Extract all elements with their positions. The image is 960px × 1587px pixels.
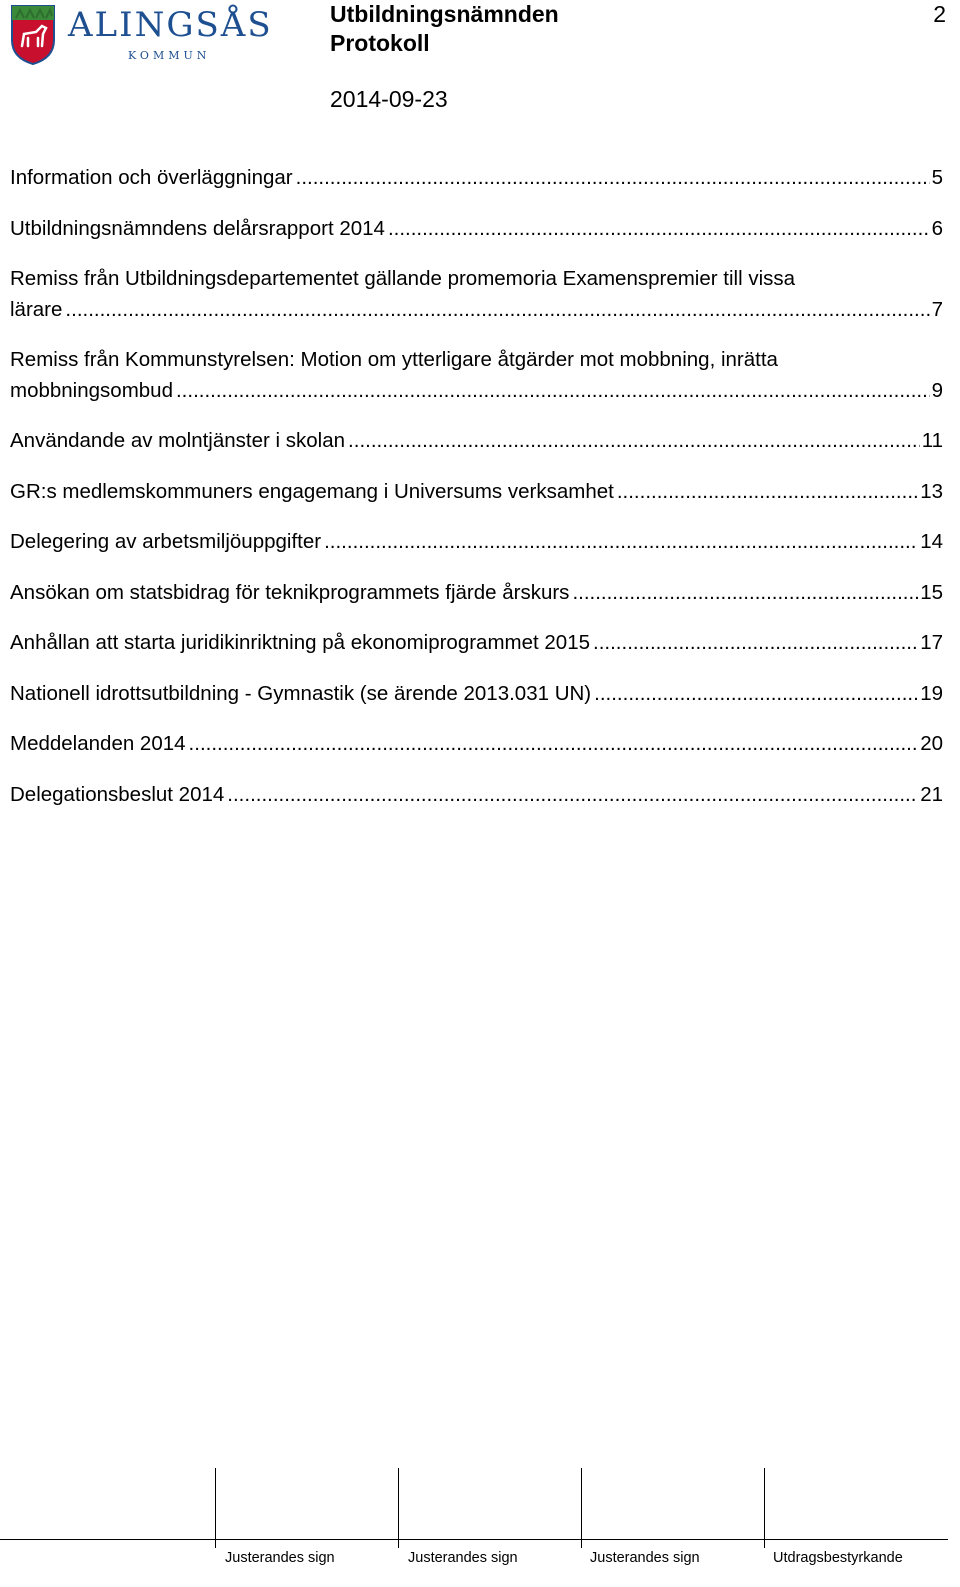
dot-leader <box>348 426 920 457</box>
dot-leader <box>227 780 918 811</box>
toc-page-number: 20 <box>920 732 943 755</box>
document-type: Protokoll <box>330 30 430 56</box>
signature-footer <box>0 1468 960 1587</box>
dot-leader <box>176 376 930 407</box>
toc-entry-line <box>10 527 943 558</box>
toc-entry-title: lärare <box>10 297 63 321</box>
footer-divider <box>215 1468 216 1548</box>
toc-entry-line <box>10 214 943 245</box>
toc-entry[interactable] <box>10 426 943 457</box>
dot-leader <box>65 295 929 326</box>
toc-entry-line <box>10 376 943 407</box>
dot-leader <box>572 578 918 609</box>
toc-entry[interactable] <box>10 214 943 245</box>
footer-divider <box>398 1468 399 1548</box>
toc-page-number: 15 <box>920 580 943 604</box>
dot-leader <box>594 679 918 710</box>
toc-entry-title: Delegering av arbetsmiljöuppgifter <box>10 530 322 553</box>
toc-entry-line <box>10 163 943 194</box>
toc-page-number: 19 <box>920 681 943 705</box>
toc-page-number: 7 <box>931 297 943 321</box>
toc-page-number: 17 <box>920 631 943 654</box>
toc-entry-title: Meddelanden 2014 <box>10 732 186 755</box>
municipality-logo <box>10 2 290 68</box>
certification-label: Utdragsbestyrkande <box>773 1550 903 1566</box>
toc-entry-line <box>10 679 943 710</box>
logo-subtext: KOMMUN <box>128 49 211 62</box>
toc-entry-title: GR:s medlemskommuners engagemang i Universums verksamhet <box>10 479 614 503</box>
toc-entry[interactable] <box>10 679 943 710</box>
dot-leader <box>617 477 918 508</box>
logo-wordmark: ALINGSÅS <box>68 5 273 45</box>
toc-entry[interactable] <box>10 264 943 325</box>
footer-rule <box>0 1539 948 1540</box>
toc-entry-title: Remiss från Utbildningsdepartementet gällande promemoria Examenspremier till vissa <box>10 267 796 290</box>
dot-leader <box>189 729 919 760</box>
toc-entry-title: Information och överläggningar <box>10 166 293 189</box>
toc-entry[interactable] <box>10 345 943 406</box>
toc-entry-line <box>10 426 943 457</box>
toc-page-number: 11 <box>921 429 943 452</box>
toc-entry-line <box>10 780 943 811</box>
toc-entry[interactable] <box>10 628 943 659</box>
toc-entry-line <box>10 578 943 609</box>
toc-page-number: 13 <box>920 479 943 503</box>
page-number: 2 <box>933 1 946 27</box>
signature-label: Justerandes sign <box>590 1550 700 1566</box>
meeting-date: 2014-09-23 <box>330 86 448 112</box>
signature-label: Justerandes sign <box>225 1550 335 1566</box>
toc-entry[interactable] <box>10 578 943 609</box>
toc-entry-line <box>10 628 943 659</box>
dot-leader <box>388 214 930 245</box>
toc-page-number: 5 <box>931 166 943 189</box>
toc-entry[interactable] <box>10 527 943 558</box>
toc-entry-title: Nationell idrottsutbildning - Gymnastik (se ärende 2013.031 UN) <box>10 681 592 705</box>
toc-page-number: 21 <box>920 782 943 806</box>
coat-of-arms-icon <box>10 2 290 68</box>
toc-entry[interactable] <box>10 780 943 811</box>
toc-page-number: 9 <box>931 378 943 402</box>
toc-entry-title: Remiss från Kommunstyrelsen: Motion om ytterligare åtgärder mot mobbning, inrätta <box>10 348 778 371</box>
toc-entry[interactable] <box>10 729 943 760</box>
toc-entry-title: Delegationsbeslut 2014 <box>10 782 225 806</box>
footer-divider <box>764 1468 765 1548</box>
toc-entry-line <box>10 729 943 760</box>
dot-leader <box>593 628 918 659</box>
toc-entry-line <box>10 477 943 508</box>
toc-entry-line <box>10 295 943 326</box>
toc-entry-title: mobbningsombud <box>10 378 173 402</box>
toc-entry-title: Utbildningsnämndens delårsrapport 2014 <box>10 216 385 240</box>
toc-entry[interactable] <box>10 163 943 194</box>
dot-leader <box>324 527 918 558</box>
toc-page-number: 6 <box>931 216 943 240</box>
toc-entry-title: Ansökan om statsbidrag för teknikprogrammets fjärde årskurs <box>10 580 570 604</box>
footer-divider <box>581 1468 582 1548</box>
toc-entry[interactable] <box>10 477 943 508</box>
signature-label: Justerandes sign <box>408 1550 518 1566</box>
dot-leader <box>296 163 930 194</box>
toc-page-number: 14 <box>920 530 943 553</box>
toc-entry-title: Anhållan att starta juridikinriktning på ekonomiprogrammet 2015 <box>10 631 591 654</box>
toc-entry-title: Användande av molntjänster i skolan <box>10 429 346 452</box>
table-of-contents <box>10 163 943 830</box>
committee-title: Utbildningsnämnden <box>330 1 559 27</box>
